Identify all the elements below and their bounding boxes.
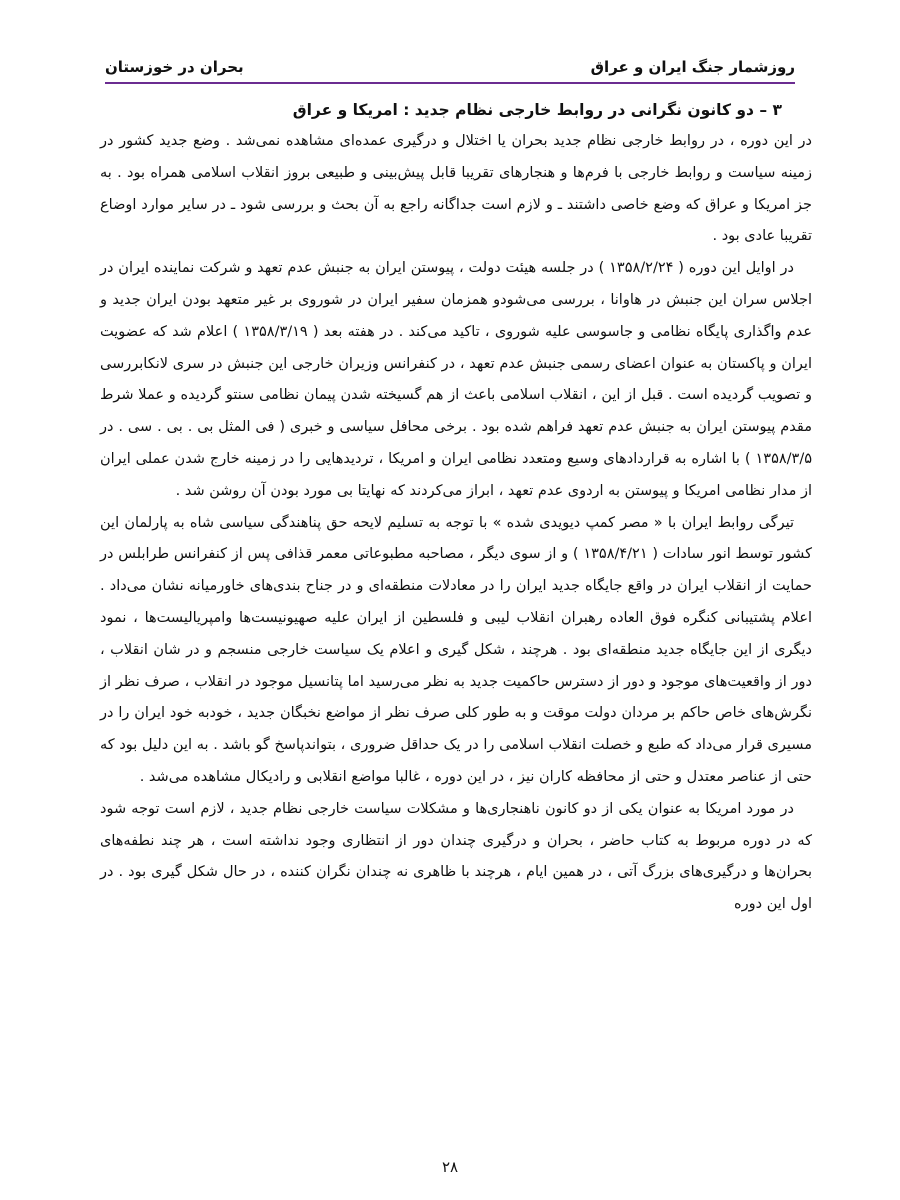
page-number: ۲۸ xyxy=(441,1158,459,1176)
running-header xyxy=(105,44,795,76)
header-divider xyxy=(105,82,795,84)
chapter-title: بحران در خوزستان xyxy=(105,58,244,76)
paragraph-intro: در این دوره ، در روابط خارجی نظام جدید بحران یا اختلال و درگیری عمده‌ای مشاهده نمی‌شد . وضع جدید کشور در زمینه سیاست و روابط خارجی با فرم‌ها و هنجارهای تقریبا قابل پیش‌بینی و طبیعی بروز انقلاب اسلامی همراه بود . به جز امریکا و عراق که وضع خاصی داشتند ـ و لازم است جداگانه راجع به آن بحث و بررسی شود ـ در سایر موارد اوضاع تقریبا عادی بود . xyxy=(100,133,812,245)
paragraph-egypt-relations: تیرگی روابط ایران با « مصر کمپ دیویدی شده » با توجه به تسلیم لایحه حق پناهندگی سیاسی شاه به پارلمان این کشور توسط انور سادات ( ۱۳۵۸/۴/۲۱ ) و از سوی دیگر ، مصاحبه مطبوعاتی معمر قذافی پس از کنفرانس طرابلس در حمایت از انقلاب ایران در واقع جایگاه جدید ایران را در معادلات منطقه‌ای و در جناح بندی‌های خاورمیانه نشان می‌داد . اعلام پشتیبانی کنگره فوق العاده رهبران انقلاب لیبی و فلسطین از ایران علیه صهیونیست‌ها وامپریالیست‌ها ، نمود دیگری از این جایگاه جدید منطقه‌ای بود . هرچند ، شکل گیری و اعلام یک سیاست خارجی منسجم و در شان انقلاب ، دور از واقعیت‌های موجود و دور از دسترس حاکمیت جدید به نظر می‌رسید اما پتانسیل موجود در انقلاب ، صرف نظر از نگرش‌های خاص حاکم بر مردان دولت موقت و به طور کلی صرف نظر از مواضع نخبگان جدید ، خودبه خود ایران را در مسیری قرار می‌داد که طبع و خصلت انقلاب اسلامی را در یک حداقل ضروری ، بتواندپاسخ گو باشد . به این دلیل بود که حتی از عناصر معتدل و حتی از محافظه کاران نیز ، در این دوره ، غالبا مواضع انقلابی و رادیکال مشاهده می‌شد . xyxy=(100,514,813,785)
section-heading: ۳ – دو کانون نگرانی در روابط خارجی نظام جدید : امریکا و عراق xyxy=(292,101,782,119)
paragraph-america: در مورد امریکا به عنوان یکی از دو کانون ناهنجاری‌ها و مشکلات سیاست خارجی نظام جدید ، لازم است توجه شود که در دوره مربوط به کتاب حاضر ، بحران و درگیری چندان دور از انتظاری وجود نداشته است ، هر چند نطفه‌های بحران‌ها و درگیری‌های بزرگ آتی ، در همین ایام ، هرچند با ظاهری نه چندان نگران کننده ، در حال شکل گیری بود . در اول این دوره xyxy=(100,800,812,913)
page-body xyxy=(100,94,812,921)
book-title: روزشمار جنگ ایران و عراق xyxy=(590,58,795,76)
paragraph-non-aligned-movement: در اوایل این دوره ( ۱۳۵۸/۲/۲۴ ) در جلسه هیئت دولت ، پیوستن ایران به جنبش عدم تعهد و شرکت نماینده ایران در اجلاس سران این جنبش در هاوانا ، بررسی می‌شودو همزمان سفیر ایران در شوروی بر غیر متعهد بودن ایران جدید و عدم واگذاری پایگاه نظامی و جاسوسی علیه شوروی ، تاکید می‌کند . در هفته بعد ( ۱۳۵۸/۳/۱۹ ) اعلام شد که عضویت ایران و پاکستان به عنوان اعضای رسمی جنبش عدم تعهد ، در کنفرانس وزیران خارجی این جنبش در سری لانکابررسی و تصویب گردیده است . قبل از این ، انقلاب اسلامی باعث از هم گسیخته شدن پیمان نظامی سنتو گردیده و عملا شرط مقدم پیوستن ایران به جنبش عدم تعهد فراهم شده بود . برخی محافل سیاسی و خبری ( فی المثل بی . بی . سی . در ۱۳۵۸/۳/۵ ) با اشاره به قراردادهای وسیع ومتعدد نظامی ایران و امریکا ، تردیدهایی را در زمینه خارج شدن عملی ایران از مدار نظامی امریکا و پیوستن به اردوی عدم تعهد ، ابراز می‌کردند که نهایتا بی مورد بودن آن روشن شد . xyxy=(100,260,812,499)
